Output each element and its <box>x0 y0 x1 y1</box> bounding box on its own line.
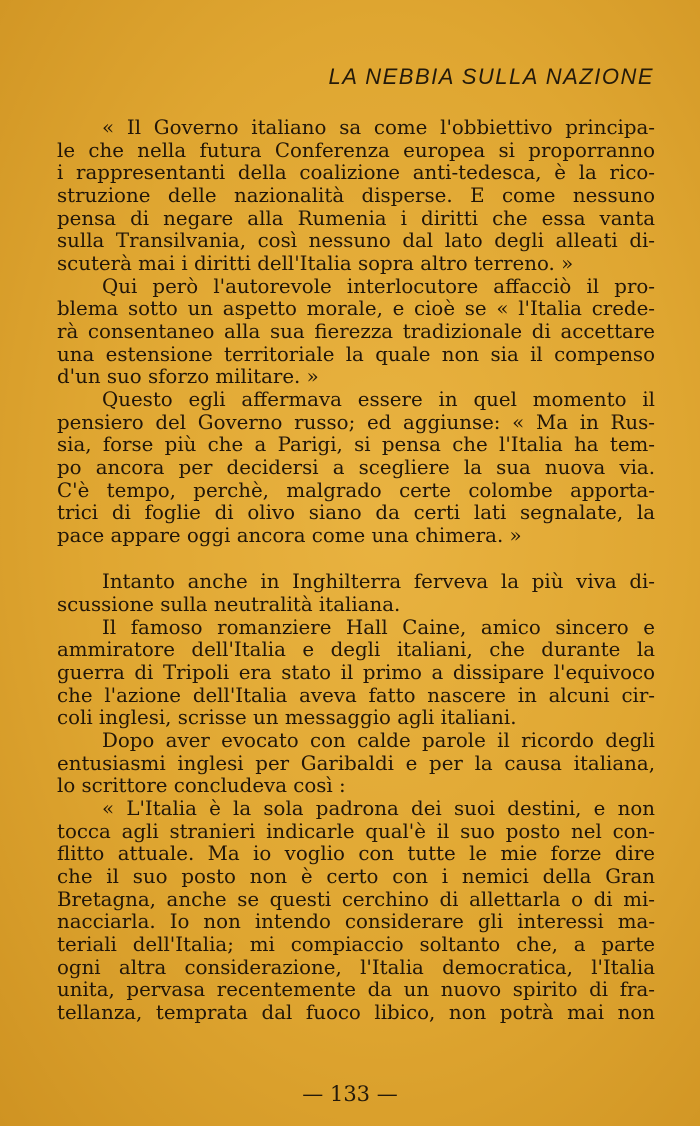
text-line: sulla Transilvania, così nessuno dal lato degli alleati di- <box>57 229 655 253</box>
text-line: lo scrittore concludeva così : <box>57 774 346 798</box>
section-gap <box>57 547 655 571</box>
text-line: ammiratore dell'Italia e degli italiani, che durante la <box>57 638 655 662</box>
text-line: che il suo posto non è certo con i nemici della Gran <box>57 865 655 888</box>
text-line: scuterà mai i diritti dell'Italia sopra altro terreno. » <box>57 251 574 275</box>
text-line: sia, forse più che a Parigi, si pensa che l'Italia ha tem- <box>57 433 655 457</box>
text-line: Dopo aver evocato con calde parole il ricordo degli <box>102 729 655 753</box>
text-line: rà consentaneo alla sua fierezza tradizionale di accettare <box>57 319 655 343</box>
text-line: trici di foglie di olivo siano da certi lati segnalate, la <box>57 501 655 525</box>
text-line: « L'Italia è la sola padrona dei suoi destini, e non <box>102 797 655 821</box>
text-line: scussione sulla neutralità italiana. <box>57 593 401 617</box>
text-line: Questo egli affermava essere in quel momento il <box>102 387 655 411</box>
text-line: i rappresentanti della coalizione anti-tedesca, è la rico- <box>57 161 655 185</box>
text-line: struzione delle nazionalità disperse. E come nessuno <box>57 183 655 207</box>
text-line: Il famoso romanziere Hall Caine, amico sincero e <box>102 615 655 639</box>
text-line: coli inglesi, scrisse un messaggio agli italiani. <box>57 706 517 730</box>
paragraph <box>57 798 655 1025</box>
paragraph <box>57 117 655 276</box>
paragraph <box>57 617 655 730</box>
paragraph <box>57 389 655 548</box>
text-line: Qui però l'autorevole interlocutore affacciò il pro- <box>102 274 655 298</box>
text-line: po ancora per decidersi a scegliere la sua nuova via. <box>57 455 655 479</box>
text-line: blema sotto un aspetto morale, e cioè se « l'Italia crede- <box>57 297 655 321</box>
text-line: « Il Governo italiano sa come l'obbiettivo principa- <box>102 116 655 139</box>
text-line: pace appare oggi ancora come una chimera. » <box>57 523 522 547</box>
text-line: tellanza, temprata dal fuoco libico, non potrà mai non <box>57 1000 655 1024</box>
text-line: pensiero del Governo russo; ed aggiunse: « Ma in Rus- <box>57 410 655 434</box>
text-line: le che nella futura Conferenza europea si proporranno <box>57 138 655 162</box>
text-line: Bretagna, anche se questi cerchino di allettarla o di mi- <box>57 887 655 911</box>
page-number: — 133 — <box>302 1082 398 1106</box>
paragraph <box>57 276 655 389</box>
text-line: guerra di Tripoli era stato il primo a dissipare l'equivoco <box>57 661 655 685</box>
paragraph <box>57 571 655 616</box>
text-line: pensa di negare alla Rumenia i diritti che essa vanta <box>57 206 655 230</box>
running-header: LA NEBBIA SULLA NAZIONE <box>328 64 654 89</box>
text-line: C'è tempo, perchè, malgrado certe colombe apporta- <box>57 478 655 502</box>
body-text <box>57 117 655 1025</box>
text-line: flitto attuale. Ma io voglio con tutte le mie forze dire <box>57 842 655 866</box>
text-line: unita, pervasa recentemente da un nuovo spirito di fra- <box>57 978 655 1002</box>
text-line: entusiasmi inglesi per Garibaldi e per la causa italiana, <box>57 751 655 775</box>
text-line: ogni altra considerazione, l'Italia democratica, l'Italia <box>57 955 655 979</box>
text-line: che l'azione dell'Italia aveva fatto nascere in alcuni cir- <box>57 683 655 707</box>
text-line: Intanto anche in Inghilterra ferveva la più viva di- <box>102 570 655 594</box>
text-line: una estensione territoriale la quale non sia il compenso <box>57 342 655 366</box>
text-line: nacciarla. Io non intendo considerare gli interessi ma- <box>57 910 655 934</box>
text-line: d'un suo sforzo militare. » <box>57 365 319 389</box>
text-line: teriali dell'Italia; mi compiaccio soltanto che, a parte <box>57 932 655 956</box>
text-line: tocca agli stranieri indicarle qual'è il suo posto nel con- <box>57 819 655 843</box>
paragraph <box>57 730 655 798</box>
